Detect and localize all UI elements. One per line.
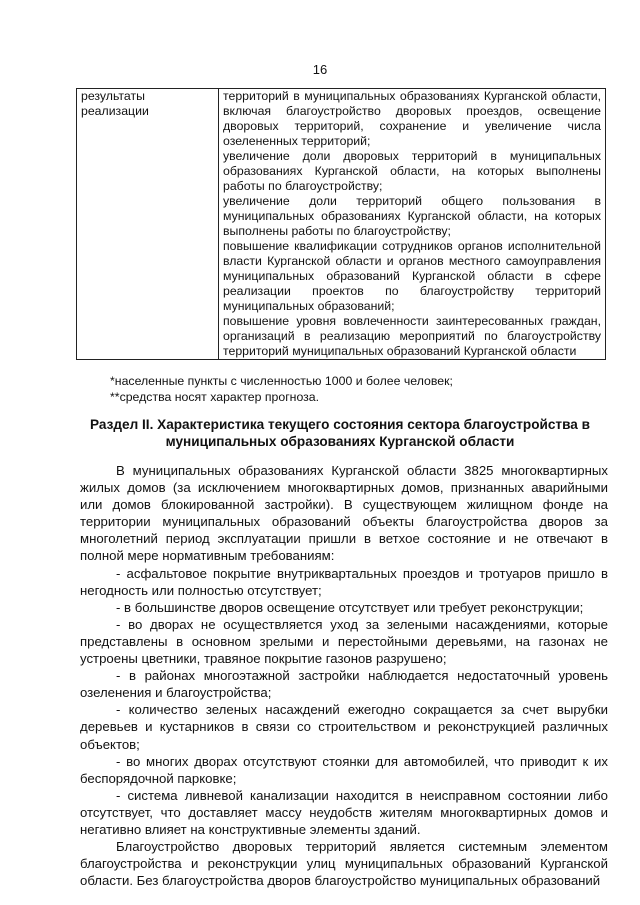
table-row xyxy=(77,89,606,360)
list-item: увеличение доли территорий общего пользования в муниципальных образованиях Курганской области, на которых выполнены работы по благоустройству; xyxy=(223,194,601,238)
table-label-cell: результаты реализации xyxy=(77,89,219,360)
footnote: *населенные пункты с численностью 1000 и более человек; xyxy=(110,374,453,388)
table-content-cell xyxy=(219,89,606,360)
intro-paragraph: В муниципальных образованиях Курганской области 3825 многоквартирных жилых домов (за исключением многоквартирных домов, признанных аварийными или домов блокированной застройки). В существующем жилищном фонде на территории муниципальных образований объекты благоустройства дворов за многолетний период эксплуатации пришли в ветхое состояние и не отвечают в полной мере нормативным требованиям: xyxy=(80,463,608,564)
footnotes xyxy=(110,373,453,405)
list-item: территорий в муниципальных образованиях Курганской области, включая благоустройство дворовых проездов, освещение дворовых территорий, сохранение и увеличение числа озелененных территорий; xyxy=(223,89,601,148)
closing-paragraph: Благоустройство дворовых территорий является системным элементом благоустройства и реконструкции улиц муниципальных образований Курганской области. Без благоустройства дворов благоустройство муниципальных образований xyxy=(80,839,608,889)
bullet-item: - асфальтовое покрытие внутриквартальных проездов и тротуаров пришло в негодность или полностью отсутствует; xyxy=(80,565,608,598)
list-item: повышение уровня вовлеченности заинтересованных граждан, организаций в реализацию мероприятий по благоустройству территорий муниципальных образований Курганской области xyxy=(223,314,601,358)
bullet-item: - в районах многоэтажной застройки наблюдается недостаточный уровень озеленения и благоустройства; xyxy=(80,668,608,701)
bullet-item: - во многих дворах отсутствуют стоянки для автомобилей, что приводит к их беспорядочной парковке; xyxy=(80,753,608,786)
list-item: повышение квалификации сотрудников органов исполнительной власти Курганской области и органов местного самоуправления муниципальных образований Курганской области в сфере реализации проектов по благоустройству территорий муниципальных образований; xyxy=(223,239,601,313)
section-title: Раздел II. Характеристика текущего состояния сектора благоустройства в муниципальных образованиях Курганской области xyxy=(90,417,590,449)
goals-table xyxy=(76,88,606,360)
bullet-item: - система ливневой канализации находится в неисправном состоянии либо отсутствует, что доставляет массу неудобств жителям многоквартирных домов и негативно влияет на конструктивные элементы зданий. xyxy=(80,787,608,837)
list-item: увеличение доли дворовых территорий в муниципальных образованиях Курганской области, на которых выполнены работы по благоустройству; xyxy=(223,149,601,193)
page-number: 16 xyxy=(312,62,328,77)
bullet-item: - количество зеленых насаждений ежегодно сокращается за счет вырубки деревьев и кустарников в связи со строительством и реконструкцией различных объектов; xyxy=(80,702,608,752)
body-text xyxy=(80,462,608,889)
bullet-item: - во дворах не осуществляется уход за зелеными насаждениями, которые представлены в основном зрелыми и перестойными деревьями, на газонах не устроены цветники, травяное покрытие газонов разрушено; xyxy=(80,616,608,667)
footnote: **средства носят характер прогноза. xyxy=(110,390,320,404)
bullet-item: - в большинстве дворов освещение отсутствует или требует реконструкции; xyxy=(116,599,584,615)
